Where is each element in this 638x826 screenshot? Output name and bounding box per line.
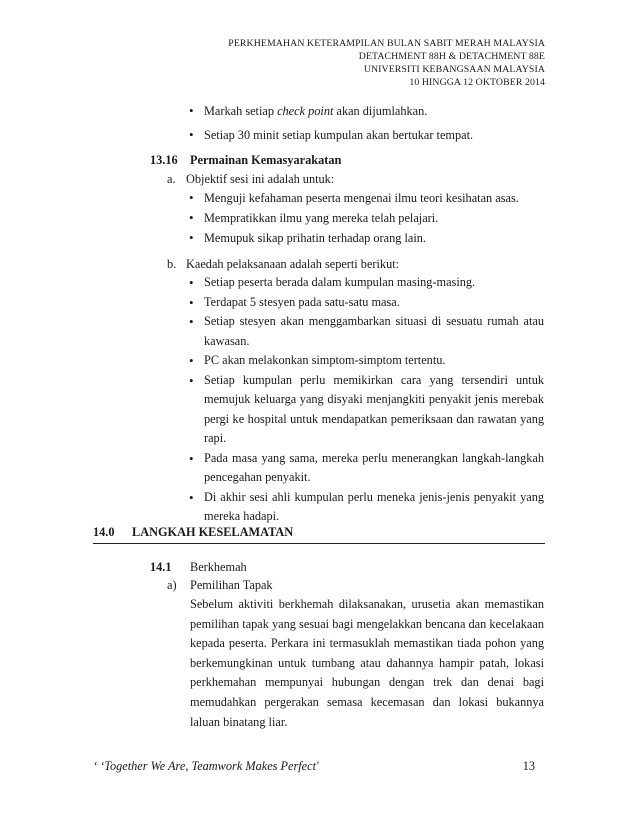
list-item: • Menguji kefahaman peserta mengenai ilmu teori kesihatan asas. xyxy=(186,188,544,208)
footer-quote: ‘ ‘Together We Are, Teamwork Makes Perfect' xyxy=(93,759,319,773)
list-item: • Terdapat 5 stesyen pada satu-satu masa. xyxy=(186,293,544,313)
list-item: • Mempratikkan ilmu yang mereka telah pelajari. xyxy=(186,208,544,228)
list-item: • Setiap stesyen akan menggambarkan situasi di sesuatu rumah atau kawasan. xyxy=(186,312,544,351)
item-a-label: a) xyxy=(167,578,177,592)
list-item: • Setiap kumpulan perlu memikirkan cara yang tersendiri untuk memujuk keluarga yang disyaki menjangkiti penyakit jenis merebak pergi ke hospital untuk mendapatkan pemeriksaan dan rawatan yang rapi. xyxy=(186,371,544,449)
method-bullet-list xyxy=(186,273,544,527)
header-line-1: PERKHEMAHAN KETERAMPILAN BULAN SABIT MERAH MALAYSIA xyxy=(228,38,545,49)
header-line-4: 10 HINGGA 12 OKTOBER 2014 xyxy=(409,77,545,88)
list-item: • PC akan melakonkan simptom-simptom tertentu. xyxy=(186,351,544,371)
list-item: • Di akhir sesi ahli kumpulan perlu meneka jenis-jenis penyakit yang mereka hadapi. xyxy=(186,488,544,527)
section-13-16-number: 13.16 xyxy=(150,153,178,167)
check-point-term: check point xyxy=(277,104,334,118)
section-14-underline xyxy=(93,543,545,544)
list-item: • Memupuk sikap prihatin terhadap orang lain. xyxy=(186,228,544,248)
page-footer xyxy=(93,757,545,776)
header-line-2: DETACHMENT 88H & DETACHMENT 88E xyxy=(358,51,545,62)
item-b-text: Kaedah pelaksanaan adalah seperti berikut: xyxy=(186,257,400,271)
page-header xyxy=(228,37,545,89)
section-14-1-number: 14.1 xyxy=(150,560,172,574)
top-bullet-list xyxy=(186,99,544,147)
list-item: • Setiap peserta berada dalam kumpulan masing-masing. xyxy=(186,273,544,293)
section-14-1-title: Berkhemah xyxy=(190,560,247,574)
header-line-3: UNIVERSITI KEBANGSAAN MALAYSIA xyxy=(363,64,545,75)
site-selection-paragraph: Sebelum aktiviti berkhemah dilaksanakan, urusetia akan memastikan pemilihan tapak yang sesuai bagi mengelakkan bencana dan kecelakaan kepada peserta. Perkara ini termasuklah memastikan tiada pohon yang berkemungkinan untuk tumbang atau dahannya hampir patah, lokasi perkhemahan mempunyai hubungan dengan trek dan denai bagi memudahkan pergerakan semasa kecemasan dan lokasi bukannya laluan binatang liar. xyxy=(190,597,544,729)
list-item: • Pada masa yang sama, mereka perlu menerangkan langkah-langkah pencegahan penyakit. xyxy=(186,449,544,488)
list-item: • Setiap 30 minit setiap kumpulan akan bertukar tempat. xyxy=(186,123,544,147)
list-item: • Markah setiap check point akan dijumlahkan. xyxy=(186,99,544,123)
section-14-title: LANGKAH KESELAMATAN xyxy=(132,525,294,539)
page-number: 13 xyxy=(522,759,535,773)
item-a-title: Pemilihan Tapak xyxy=(190,578,273,592)
section-13-16-title: Permainan Kemasyarakatan xyxy=(190,153,342,167)
item-a-text: Objektif sesi ini adalah untuk: xyxy=(186,172,335,186)
item-a-label: a. xyxy=(167,172,176,186)
item-b-label: b. xyxy=(167,257,177,271)
objective-bullet-list xyxy=(186,188,544,248)
section-14-number: 14.0 xyxy=(93,525,115,539)
